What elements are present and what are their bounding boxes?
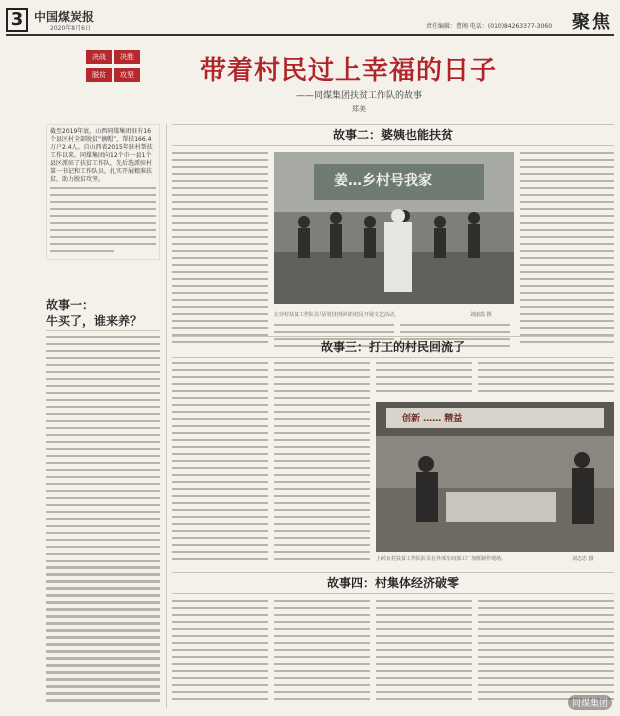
workshop-photo: [376, 402, 614, 552]
story1-body: [46, 336, 160, 708]
intro-text-lines: [50, 187, 156, 257]
story3-title-bar: [172, 336, 614, 358]
story4-body-col3: [376, 600, 472, 708]
story3-body-col4: [478, 362, 614, 398]
section-name: 聚焦: [572, 12, 612, 33]
story3-photo-credit: 刘志忠 摄: [572, 556, 594, 562]
story3-caption: 上砖瓦村扶贫工作队队员在外部车间加工厂加班制作现场。: [376, 556, 507, 562]
story3-body-col1: [172, 362, 268, 566]
factory-banner: 创新 …… 精益: [402, 414, 463, 424]
issue-date: 2020年8月6日: [50, 25, 91, 32]
main-headline: 带着村民过上幸福的日子: [200, 56, 498, 86]
story4-body-col1: [172, 600, 268, 708]
story3-body-col2: [274, 362, 370, 566]
watermark: 同煤集团: [568, 695, 612, 710]
story3-body-col3: [376, 362, 472, 398]
story2-caption: 左旁村扶贫工作队员马同驻村组织的村民开展文艺活动。: [274, 312, 400, 318]
stage-sign: 姜…乡村号我家: [334, 173, 432, 189]
stamp-chip: 脱贫: [86, 68, 112, 82]
story4-title: 故事四：村集体经济破零: [326, 576, 459, 590]
story4-body-col4: [478, 600, 614, 708]
story2-title-bar: [172, 124, 614, 146]
page-header: [6, 6, 614, 36]
editor-line: 责任编辑：曹阁 电话：(010)84263377-3060: [426, 23, 553, 30]
column-divider: [166, 124, 167, 708]
story4-body-col2: [274, 600, 370, 708]
intro-text: 截至2019年底，山西同煤集团驻有16个县区村全部脱贫“摘帽”，帮扶166.4万户2.4人。自山西省2015年驻村帮扶工作以来，同煤集团向12个市一县1个县区派驻了扶贫工作队，先后选派驻村第一书记和工作队员，扎实开展精准扶贫，助力脱贫攻坚。: [50, 128, 153, 183]
subheadline: ——同煤集团扶贫工作队的故事: [296, 91, 423, 101]
stamp-chip: 攻坚: [114, 68, 140, 82]
story1-rule: [46, 330, 160, 331]
story3-photo: [376, 402, 614, 552]
story2-photo: [274, 152, 514, 304]
story2-photo-credit: 刘丽霞 摄: [470, 312, 492, 318]
stamp-chip: 决胜: [114, 50, 140, 64]
newspaper-name: 中国煤炭报: [34, 10, 95, 24]
page-number: 3: [6, 8, 28, 32]
story3-title: 故事三：打工的村民回流了: [320, 340, 465, 354]
campaign-stamp: [84, 46, 144, 106]
byline: 郑美: [352, 105, 366, 113]
story1-title-line1: 故事一：: [46, 298, 95, 312]
story2-body-col1: [172, 152, 268, 352]
intro-box: [46, 124, 160, 260]
story2-body-col4: [520, 152, 614, 352]
story2-title: 故事二：婆姨也能扶贫: [332, 128, 453, 142]
stamp-chip: 决战: [86, 50, 112, 64]
story4-title-bar: [172, 572, 614, 594]
story1-title-line2: 牛买了，谁来养？: [46, 314, 143, 328]
